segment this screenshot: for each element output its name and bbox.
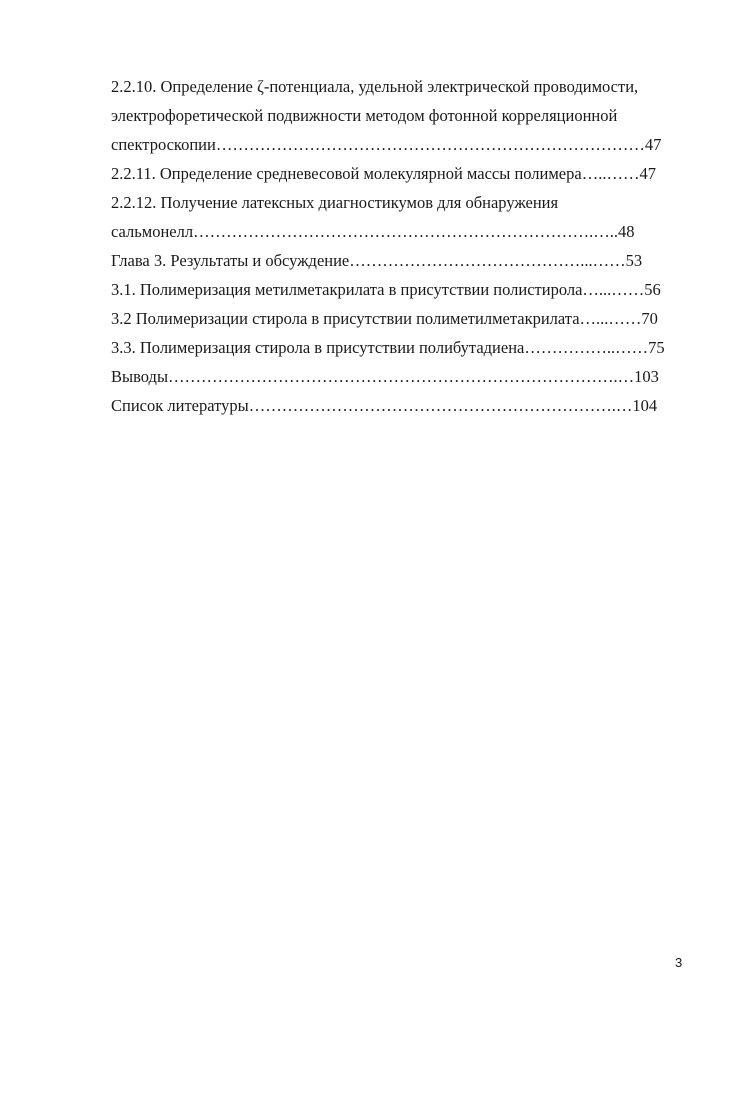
toc-line-2-2-10-title: 2.2.10. Определение ζ-потенциала, удельной электрической проводимости, — [111, 77, 639, 96]
toc-line-references: Список литературы………………………………………………………….…104 — [111, 396, 658, 415]
toc-line-2-2-10-continued: электрофоретической подвижности методом фотонной корреляционной — [111, 106, 618, 125]
toc-line-3-1: 3.1. Полимеризация метилметакрилата в присутствии полистирола…...……56 — [111, 280, 661, 299]
toc-line-chapter-3: Глава 3. Результаты и обсуждение……………………………………...……53 — [111, 251, 643, 270]
toc-line-3-3: 3.3. Полимеризация стирола в присутствии полибутадиена……………..……75 — [111, 338, 665, 357]
table-of-contents — [111, 72, 685, 420]
toc-line-2-2-10-page: спектроскопии……………………………………………………………………47 — [111, 135, 662, 154]
toc-line-conclusions: Выводы……………………………………………………………………….…103 — [111, 367, 659, 386]
toc-line-2-2-11: 2.2.11. Определение средневесовой молекулярной массы полимера…..……47 — [111, 164, 656, 183]
toc-line-2-2-12-page: сальмонелл……………………………………………………………….…..48 — [111, 222, 635, 241]
toc-line-2-2-12-title: 2.2.12. Получение латексных диагностикумов для обнаружения — [111, 193, 559, 212]
page-number: 3 — [675, 955, 683, 970]
toc-line-3-2: 3.2 Полимеризации стирола в присутствии полиметилметакрилата…...……70 — [111, 309, 658, 328]
